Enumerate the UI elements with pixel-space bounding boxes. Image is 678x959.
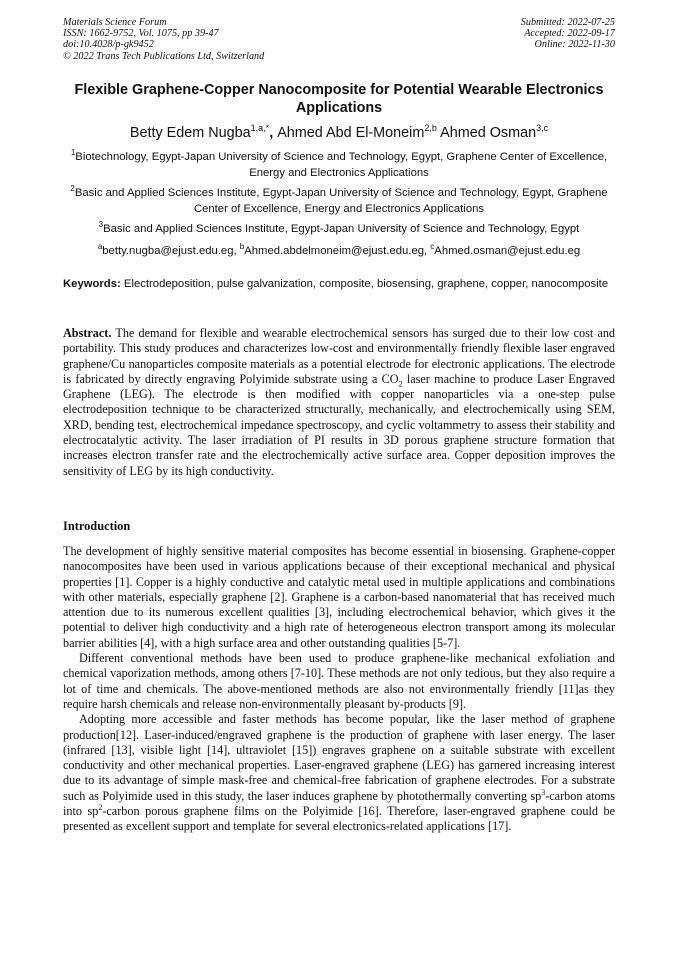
email-sup: a [97, 242, 103, 252]
author-name: Betty Edem Nugba [129, 125, 251, 141]
abstract-text: The demand for flexible and wearable electrochemical sensors has surged due to their low cost and portability. This study produces and characterizes low-cost and environmentally friendly flexible laser engraved graphene/Cu nanoparticles composite materials as a potential electrode for electronic applications. The electrode is fabricated by directly engraving Polyimide substrate using a CO [63, 326, 616, 386]
paragraph [63, 712, 615, 834]
section-heading: Introduction [63, 519, 131, 533]
accepted-date: Accepted: 2022-09-17 [524, 28, 615, 40]
paper-title: Flexible Graphene-Copper Nanocomposite for Potential Wearable Electronics Applications [74, 82, 604, 116]
keywords-text: Electrodeposition, pulse galvanization, composite, biosensing, graphene, copper, nanocomposite [123, 278, 609, 290]
superscript: 2 [98, 802, 103, 812]
abstract [63, 326, 615, 479]
issn-line: ISSN: 1662-9752, Vol. 1075, pp 39-47 [63, 28, 219, 40]
keywords [63, 277, 615, 292]
author-sup: 2,b [424, 123, 437, 134]
author-name: Ahmed Osman [440, 125, 537, 141]
email-sup: c [430, 242, 435, 252]
superscript: 3 [541, 787, 546, 797]
copyright-line: © 2022 Trans Tech Publications Ltd, Switzerland [63, 50, 265, 62]
email-link[interactable]: Ahmed.abdelmoneim@ejust.edu.eg [244, 245, 425, 257]
journal-name: Materials Science Forum [63, 17, 167, 28]
affiliation [55, 222, 623, 238]
affiliation [55, 186, 623, 217]
dates-info [521, 17, 615, 51]
author-sup: 3,c [536, 123, 549, 134]
email-sup: b [239, 242, 245, 252]
affiliation-sup: 2 [70, 184, 75, 194]
author-sup: 1,a,* [250, 123, 270, 134]
affiliation-text: Biotechnology, Egypt-Japan University of Science and Technology, Egypt, Graphene Center of Excellence, Energy and Electronics Applications [75, 151, 608, 179]
doi-line: doi:10.4028/p-gk9452 [63, 39, 154, 51]
keywords-label: Keywords: [63, 278, 121, 290]
abstract-label: Abstract. [63, 326, 112, 340]
author-list: Betty Edem Nugba$^{1,a,*}$, Ahmed Abd El-Moneim$^{2,b}$ Ahmed Osman$^{3,c}$ [129, 123, 549, 141]
affiliation-sup: 3 [98, 220, 104, 230]
affiliation [55, 150, 623, 181]
abstract-text: laser machine to produce Laser Engraved Graphene (LEG). The electrode is then modified with copper nanoparticles via a one-step pulse electrodeposition technique to be characterized structurally, mechanically, and electrochemically using SEM, XRD, bending test, electrochemical impedance spectroscopy, and cyclic voltammetry to assess their stability and electrocatalytic activity. The laser irradiation of PI results in 3D porous graphene structure formation that increases electron transfer rate and the electrochemically active surface area. Copper deposition improves the sensitivity of LEG by its high conductivity. [63, 371, 615, 478]
email-list: $^a$betty.nugba@ejust.edu.eg, $^b$Ahmed.abdelmoneim@ejust.edu.eg, $^c$Ahmed.osman@ejust.edu.eg [97, 242, 581, 257]
paragraph-text: -carbon atoms into sp [63, 788, 615, 819]
paragraph-text: Adopting more accessible and faster methods has become popular, like the laser method of graphene production[12]. Laser-induced/engraved graphene is the production of graphene with laser energy. The laser (infrared [13], visible light [14], ultraviolet [15]) engraves graphene on a suitable substrate with excellent conductivity and other mechanical properties. Laser-engraved graphene (LEG) has garnered increasing interest due to its advantage of simple mask-free and chemical-free fabrication of graphene electrodes. For a substrate such as Polyimide used in this study, the laser induces graphene by photothermally converting sp [63, 712, 615, 803]
submitted-date: Submitted: 2022-07-25 [520, 17, 615, 28]
email-link[interactable]: Ahmed.osman@ejust.edu.eg [434, 245, 581, 257]
paragraph-text: -carbon porous graphene films on the Polyimide [16]. Therefore, laser-engraved graphene could be presented as excellent support and template for several electronics-related applications [17]. [63, 804, 616, 834]
author-name: Ahmed Abd El-Moneim [277, 125, 425, 141]
email-link[interactable]: betty.nugba@ejust.edu.eg [102, 245, 234, 257]
subscript: 2 [398, 379, 403, 389]
affiliation-text: Basic and Applied Sciences Institute, Egypt-Japan University of Science and Technology, Egypt, Graphene Center of Excellence, Energy and Electronics Applications [74, 187, 608, 215]
paragraph: Different conventional methods have been used to produce graphene-like mechanical exfoliation and chemical vaporization methods, among others [7-10]. These methods are not only tedious, but they also require a lot of time and chemicals. The above-mentioned methods are also not environmentally friendly [11]as they require harsh chemicals and release non-environmentally pleasant by-products [9]. [63, 651, 615, 711]
introduction-body [63, 544, 615, 835]
paragraph: The development of highly sensitive material composites has become essential in biosensing. Graphene-copper nanocomposites have been used in various applications because of their exceptional mechanical and physical properties [1]. Copper is a highly conductive and catalytic metal used in multiple applications and combinations with other materials, especially graphene [2]. Graphene is a carbon-based nanomaterial that has received much attention due to its numerous excellent qualities [3], including electrochemical behavior, which gives it the potential to deliver high conductivity and a high rate of heterogeneous electron transport among its molecular barrier abilities [4], with a high surface area and other outstanding qualities [5-7]. [63, 544, 615, 650]
affiliation-text: Basic and Applied Sciences Institute, Egypt-Japan University of Science and Technology, Egypt [103, 223, 580, 235]
affiliation-sup: 1 [70, 148, 76, 158]
journal-info [63, 17, 264, 62]
online-date: Online: 2022-11-30 [534, 39, 615, 51]
